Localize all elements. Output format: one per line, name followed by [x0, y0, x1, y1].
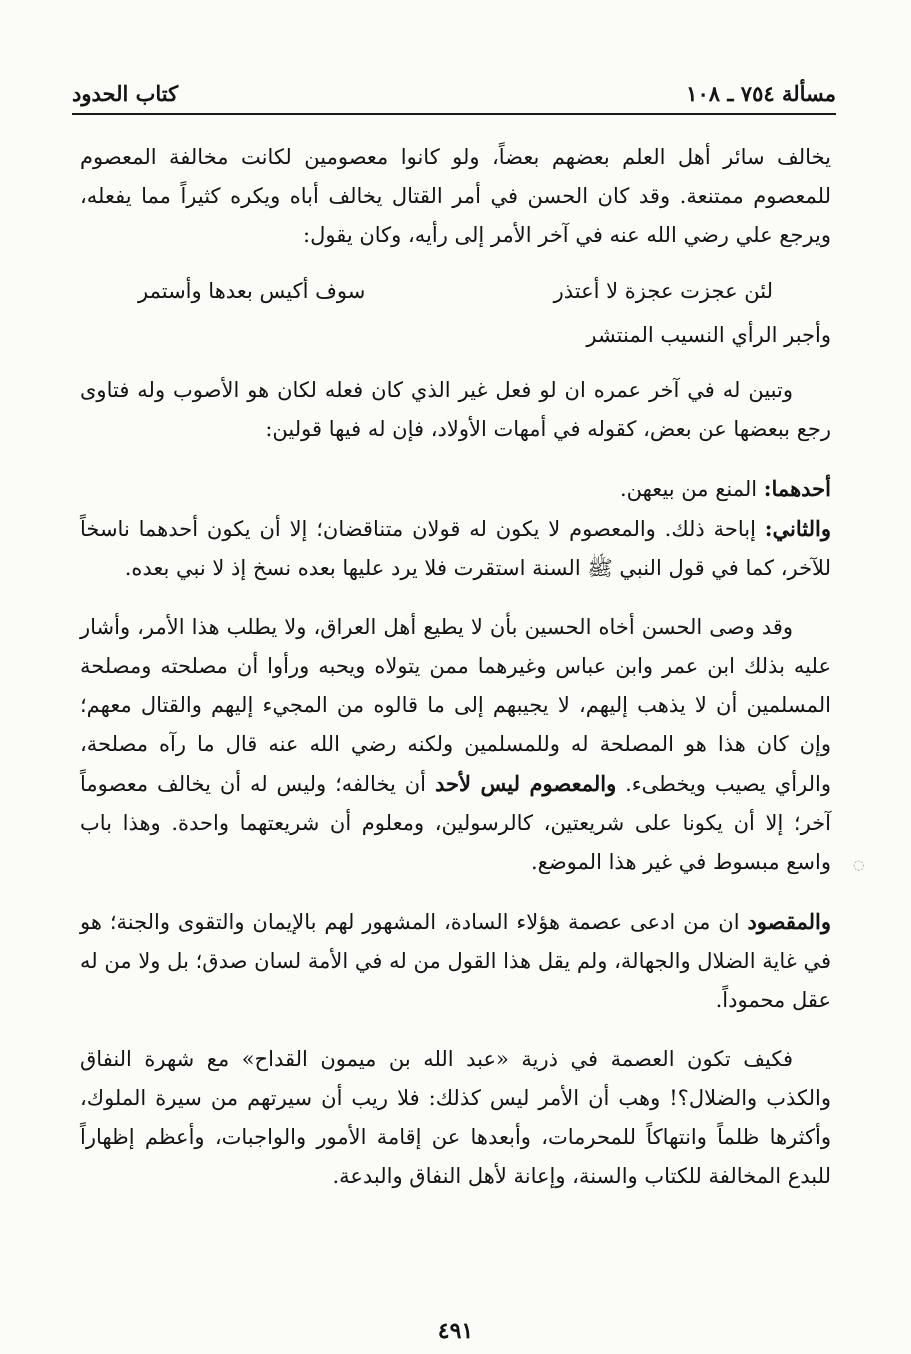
page-number: ٤٩١	[437, 1318, 474, 1344]
running-header	[72, 76, 836, 106]
paragraph-7: فكيف تكون العصمة في ذرية «عبد الله بن ميمون القداح» مع شهرة النفاق والكذب والضلال؟! وهب أن الأمر ليس كذلك: فلا ريب أن سيرتهم من سيرة الملوك، وأكثرها ظلماً وانتهاكاً للمحرمات، وأبعدها عن إقامة الأمور والواجبات، وأعظم إظهاراً للبدع المخالفة للكتاب والسنة، وإعانة لأهل النفاق والبدعة.	[80, 1047, 831, 1188]
paragraph-second-opinion	[80, 509, 831, 588]
verse-first-hemistich: لئن عجزت عجزة لا أعتذر	[553, 279, 773, 303]
header-rule	[72, 113, 836, 115]
paragraph-6-text: ان من ادعى عصمة هؤلاء السادة، المشهور لهم بالإيمان والتقوى والجنة؛ هو في غاية الضلال والجهالة، ولم يقل هذا القول من له في الأمة لسان صدق؛ بل ولا من له عقل محموداً.	[80, 910, 831, 1012]
issue-number: مسألة ٧٥٤ ـ ١٠٨	[686, 81, 836, 106]
paragraph-5-part-b: أن يخالفه؛ وليس له أن يخالف معصوماً آخر؛ إلا أن يكونا على شريعتين، كالرسولين، ومعلوم أن شريعتهما واحدة. وهذا باب واسع مبسوط في غير هذا الموضع.	[80, 772, 831, 874]
second-opinion-text: إباحة ذلك. والمعصوم لا يكون له قولان متناقضان؛ إلا أن يكون أحدهما ناسخاً للآخر، كما في قول النبي ﷺ السنة استقرت فلا يرد عليها بعده نسخ إذ لا نبي بعده.	[80, 517, 831, 580]
paragraph-5-part-a: وقد وصى الحسن أخاه الحسين بأن لا يطيع أهل العراق، ولا يطلب هذا الأمر، وأشار عليه بذلك ابن عمر وابن عباس وغيرهما ممن يتولاه ويحبه ورأوا أن مصلحته ومصلحة المسلمين أن لا يذهب إليهم، لا يجيبهم إلى ما قالوه من المجيء إليهم والقتال معهم؛ وإن كان هذا هو المصلحة له وللمسلمين ولكنه رضي الله عنه قال ما رآه مصلحة، والرأي يصيب ويخطىء.	[80, 615, 831, 796]
paragraph-5	[80, 608, 831, 882]
poem-verse-1	[80, 269, 831, 313]
page-body	[80, 138, 831, 1196]
poem-verse-2: وأجبر الرأي النسيب المنتشر	[586, 323, 831, 347]
first-opinion-label: أحدهما:	[763, 476, 831, 501]
paragraph-2: وتبين له في آخر عمره ان لو فعل غير الذي كان فعله لكان هو الأصوب وله فتاوى رجع ببعضها عن بعض، كقوله في أمهات الأولاد، فإن له فيها قولين:	[80, 378, 831, 441]
paragraph-first-opinion	[80, 469, 831, 509]
book-title: كتاب الحدود	[72, 81, 179, 106]
paragraph-6	[80, 902, 831, 1020]
margin-mark: ◌	[853, 858, 865, 873]
second-opinion-label: والثاني:	[764, 516, 831, 541]
verse-second-hemistich: سوف أكيس بعدها وأستمر	[138, 279, 366, 303]
paragraph-6-emphasis: والمقصود	[747, 909, 831, 934]
paragraph-5-emphasis: والمعصوم ليس لأحد	[434, 771, 617, 796]
first-opinion-text: المنع من بيعهن.	[619, 477, 764, 501]
paragraph-1: يخالف سائر أهل العلم بعضهم بعضاً، ولو كانوا معصومين لكانت مخالفة المعصوم للمعصوم ممتنعة. وقد كان الحسن في أمر القتال يخالف أباه ويكره كثيراً مما يفعله، ويرجع علي رضي الله عنه في آخر الأمر إلى رأيه، وكان يقول:	[80, 145, 831, 247]
